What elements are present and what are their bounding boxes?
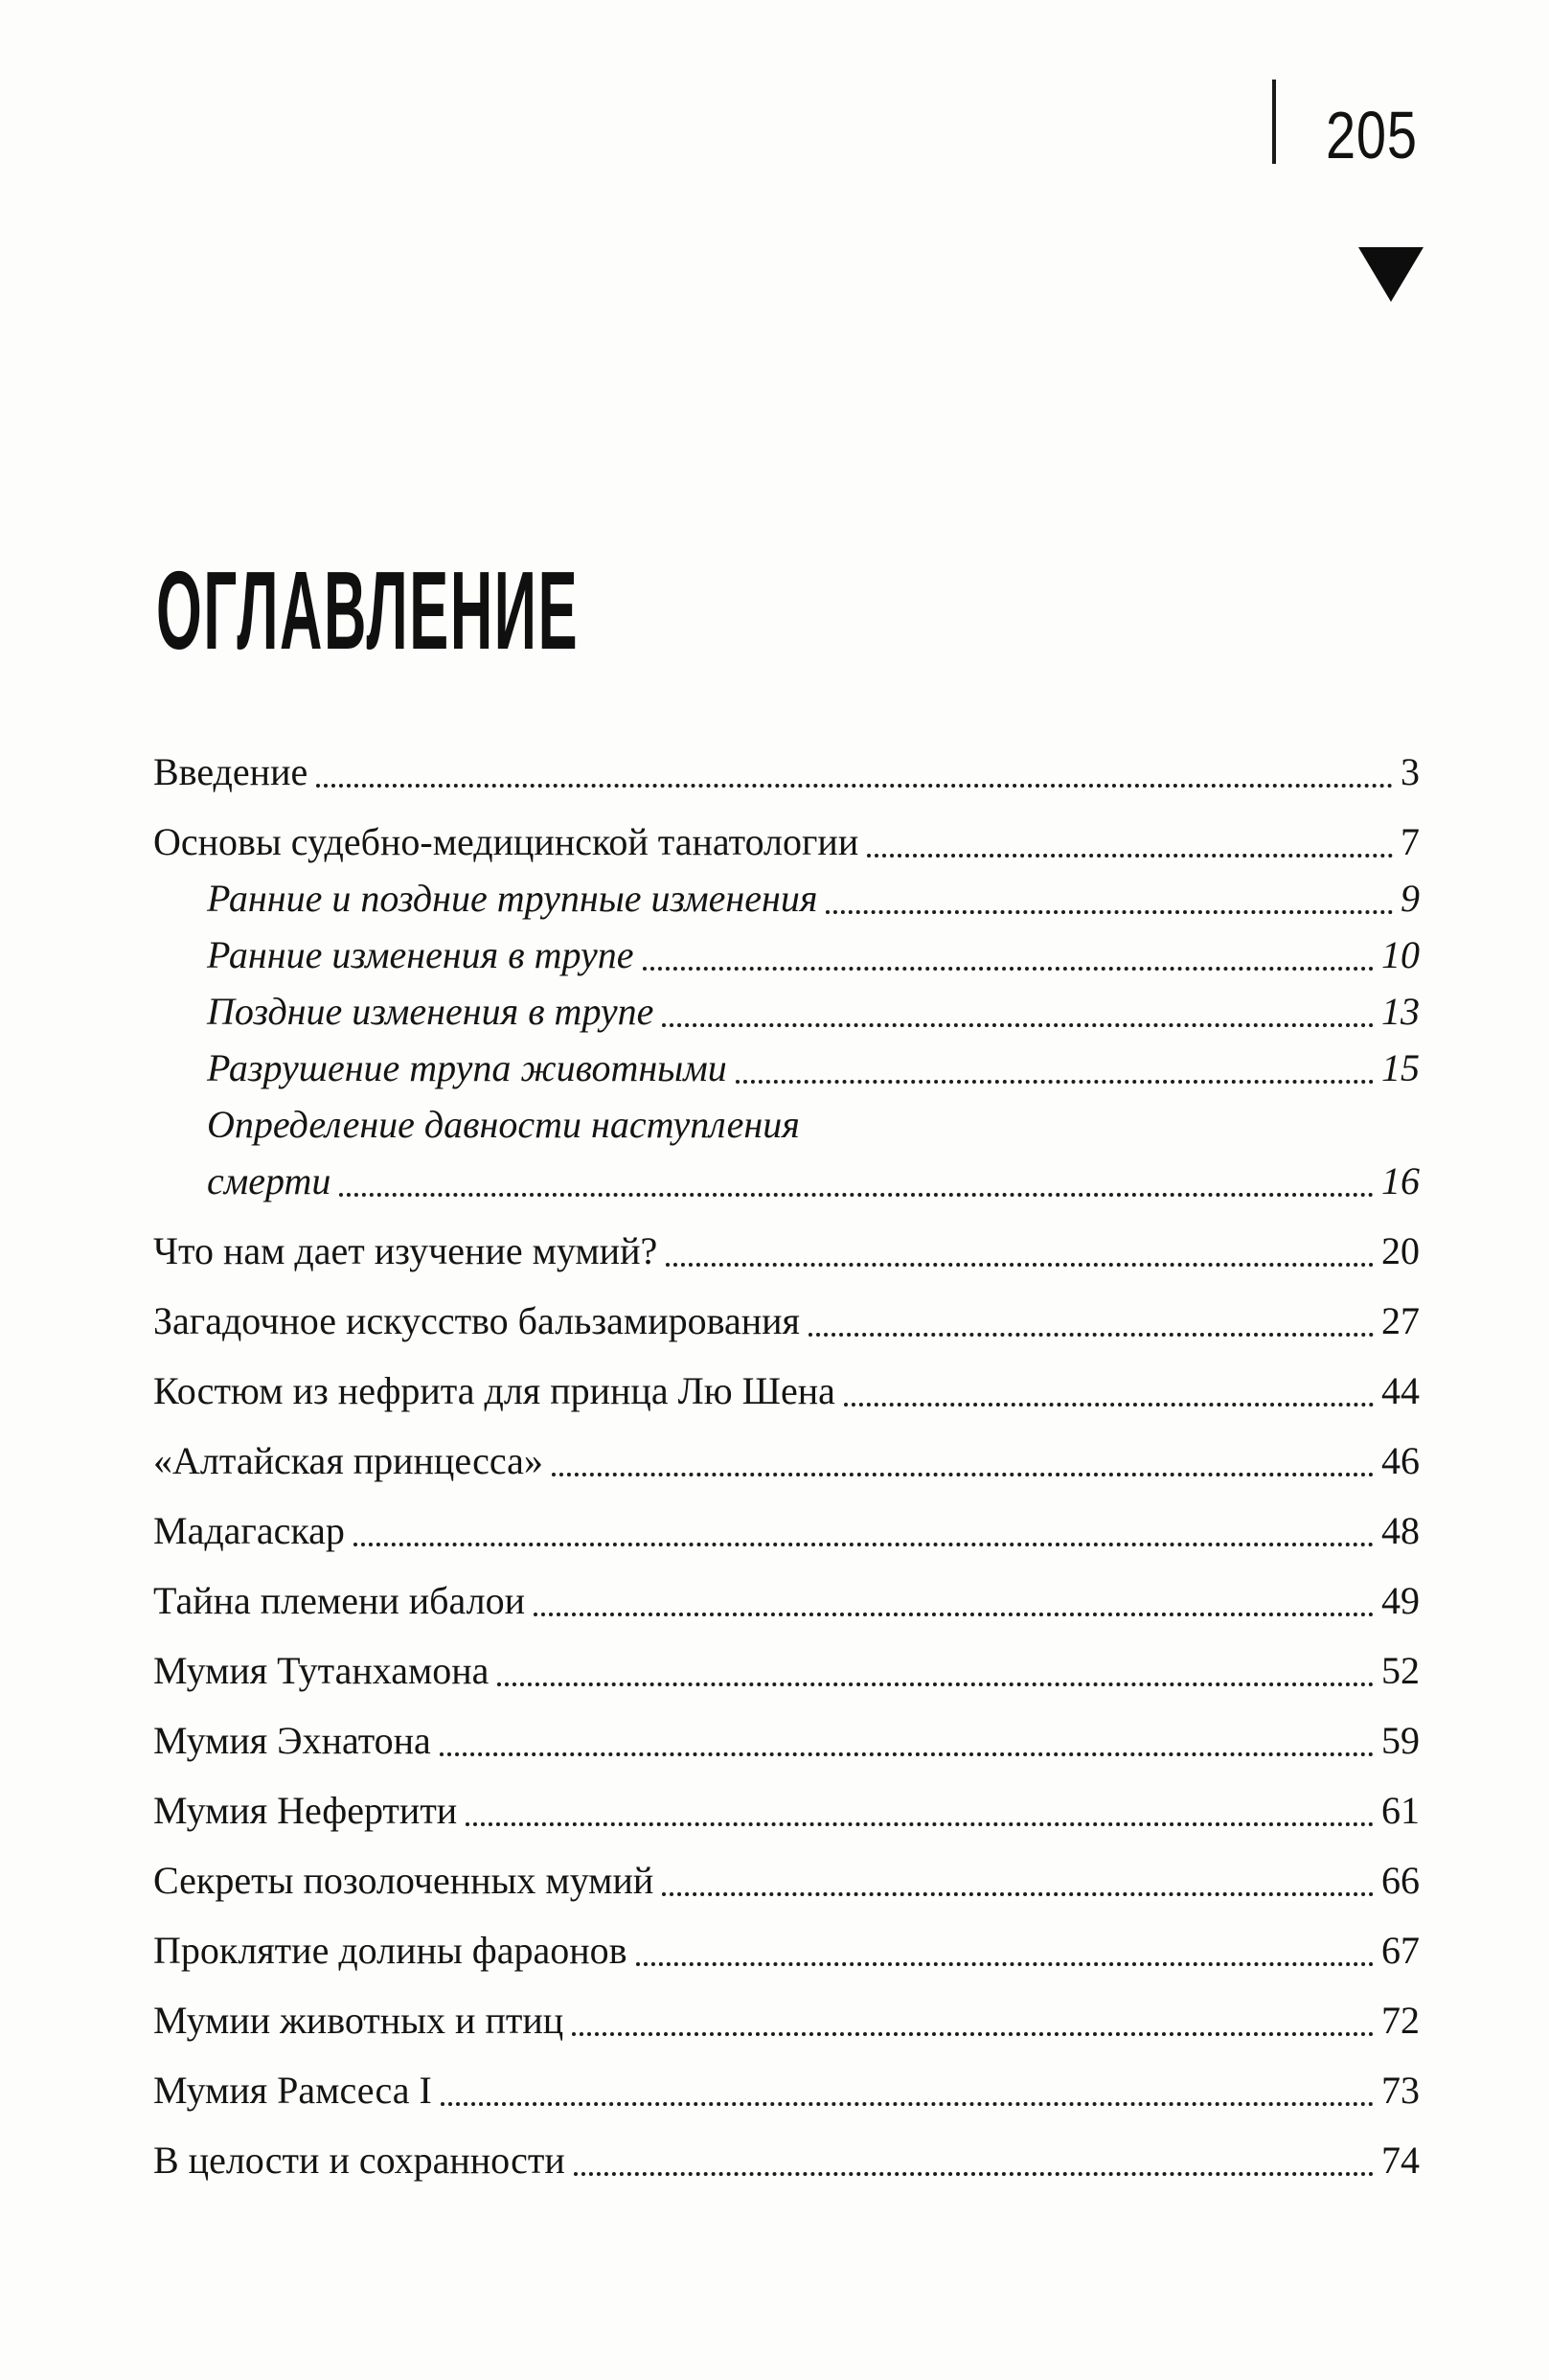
toc-entry (153, 1440, 1420, 1482)
toc-entry-page: 52 (1381, 1649, 1420, 1692)
toc-entry-label: Введение (153, 750, 308, 793)
toc-entry (153, 878, 1420, 920)
toc-entry-label: Разрушение трупа животными (207, 1046, 727, 1089)
toc-entry-page: 9 (1401, 877, 1420, 920)
toc-dot-leader (662, 1023, 1374, 1027)
toc-entry (153, 2140, 1420, 2182)
toc-dot-leader (666, 1263, 1374, 1267)
toc-entry (153, 1047, 1420, 1089)
toc-dot-leader (809, 1333, 1374, 1337)
toc-entry-label: Мумия Тутанхамона (153, 1649, 490, 1692)
toc-entry-label: Ранние изменения в трупе (207, 933, 634, 976)
down-triangle-icon (1358, 247, 1424, 302)
toc-entry-page: 20 (1381, 1229, 1420, 1272)
toc-entry-label: Проклятие долины фараонов (153, 1929, 627, 1972)
toc-entry-page: 15 (1381, 1046, 1420, 1089)
toc-entry-page: 61 (1381, 1789, 1420, 1832)
toc-entry-label: Тайна племени ибалои (153, 1579, 525, 1622)
toc-entry-label: Мумия Рамсеса I (153, 2069, 432, 2112)
toc-entry-label: Костюм из нефрита для принца Лю Шена (153, 1369, 835, 1412)
toc-entry (153, 1510, 1420, 1552)
toc-entry-page: 72 (1381, 1999, 1420, 2042)
toc-entry-label: Основы судебно-медицинской танатологии (153, 820, 859, 863)
toc-entry-label: Мумия Эхнатона (153, 1719, 431, 1762)
toc-entry (153, 934, 1420, 976)
toc-dot-leader (736, 1080, 1374, 1084)
toc-entry (153, 1790, 1420, 1832)
toc-entry-label: «Алтайская принцесса» (153, 1439, 543, 1482)
toc-entry-page: 74 (1381, 2139, 1420, 2182)
toc-entry (153, 2070, 1420, 2112)
page-number: 205 (1326, 98, 1418, 172)
toc-entry (153, 991, 1420, 1033)
toc-entry-label: Секреты позолоченных мумий (153, 1859, 654, 1902)
toc-entry-label: Мумия Нефертити (153, 1789, 458, 1832)
toc-list (153, 751, 1420, 2182)
toc-dot-leader (497, 1682, 1374, 1686)
toc-dot-leader (572, 2032, 1374, 2036)
toc-dot-leader (662, 1892, 1374, 1896)
toc-entry (153, 821, 1420, 863)
toc-dot-leader (440, 1752, 1374, 1756)
toc-dot-leader (867, 854, 1393, 858)
toc-dot-leader (552, 1473, 1374, 1476)
toc-entry-label: Ранние и поздние трупные изменения (207, 877, 818, 920)
page-title: ОГЛАВЛЕНИЕ (156, 548, 580, 673)
toc-dot-leader (636, 1962, 1374, 1966)
toc-entry (153, 2000, 1420, 2042)
toc-entry-page: 73 (1381, 2069, 1420, 2112)
toc-entry (153, 1720, 1420, 1762)
toc-entry-label: В целости и сохранности (153, 2139, 565, 2182)
toc-entry (153, 1160, 1420, 1202)
toc-entry-label: Что нам дает изучение мумий? (153, 1229, 658, 1272)
toc-entry-page: 44 (1381, 1369, 1420, 1412)
toc-entry-page: 66 (1381, 1859, 1420, 1902)
toc-dot-leader (441, 2102, 1374, 2106)
toc-entry-label: Мадагаскар (153, 1509, 345, 1552)
toc-entry-page: 13 (1381, 990, 1420, 1033)
toc-dot-leader (353, 1543, 1374, 1546)
toc-entry-page: 46 (1381, 1439, 1420, 1482)
toc-entry (153, 751, 1420, 793)
toc-entry-label: Мумии животных и птиц (153, 1999, 564, 2042)
toc-dot-leader (316, 784, 1393, 788)
toc-dot-leader (643, 967, 1374, 971)
toc-entry-page: 59 (1381, 1719, 1420, 1762)
toc-entry-page: 10 (1381, 933, 1420, 976)
toc-entry-page: 67 (1381, 1929, 1420, 1972)
toc-entry-page: 7 (1401, 820, 1420, 863)
toc-entry-label: Поздние изменения в трупе (207, 990, 654, 1033)
toc-entry (153, 1230, 1420, 1272)
page-number-rule (1272, 80, 1276, 164)
toc-entry (153, 1580, 1420, 1622)
toc-entry-page: 27 (1381, 1299, 1420, 1342)
toc-entry (153, 1860, 1420, 1902)
toc-entry (153, 1370, 1420, 1412)
toc-entry-page: 49 (1381, 1579, 1420, 1622)
toc-dot-leader (826, 910, 1393, 914)
toc-dot-leader (574, 2172, 1374, 2176)
toc-entry (153, 1300, 1420, 1342)
toc-entry-label: Загадочное искусство бальзамирования (153, 1299, 800, 1342)
toc-entry (153, 1930, 1420, 1972)
toc-entry-page: 48 (1381, 1509, 1420, 1552)
toc-dot-leader (466, 1822, 1374, 1826)
toc-dot-leader (534, 1613, 1374, 1616)
toc-entry-page: 3 (1401, 750, 1420, 793)
toc-entry-label: Определение давности наступления (207, 1103, 800, 1146)
toc-dot-leader (339, 1193, 1374, 1197)
toc-entry (153, 1650, 1420, 1692)
toc-entry-label: смерти (207, 1159, 331, 1202)
toc-dot-leader (844, 1403, 1374, 1407)
toc-entry (153, 1104, 1420, 1146)
toc-entry-page: 16 (1381, 1159, 1420, 1202)
